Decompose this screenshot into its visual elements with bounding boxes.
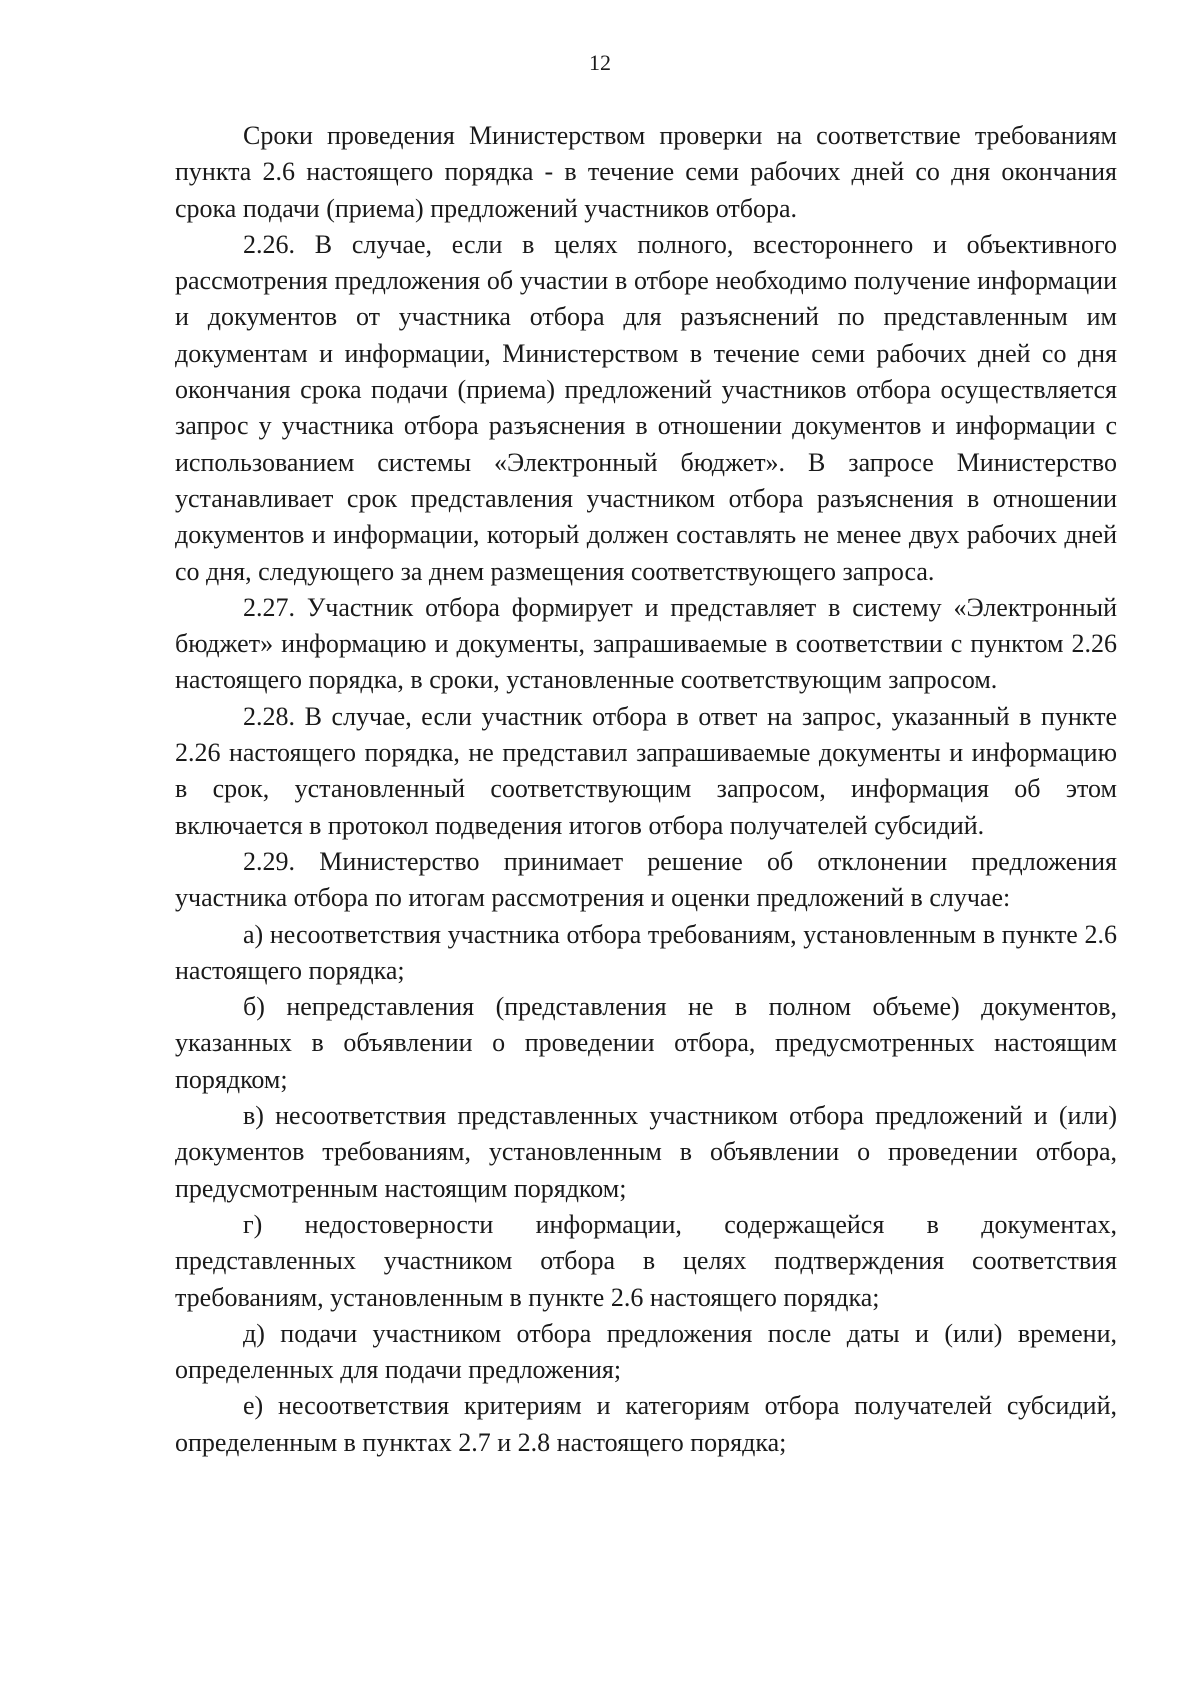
paragraph-2-26: 2.26. В случае, если в целях полного, всестороннего и объективного рассмотрения предложения об участии в отборе необходимо получение информации и документов от участника отбора для разъяснений по представленным им документам и информации, Министерством в течение семи рабочих дней со дня окончания срока подачи (приема) предложений участников отбора осуществляется запрос у участника отбора разъяснения в отношении документов и информации с использованием системы «Электронный бюджет». В запросе Министерство устанавливает срок представления участником отбора разъяснения в отношении документов и информации, который должен составлять не менее двух рабочих дней со дня, следующего за днем размещения соответствующего запроса. — [175, 229, 1117, 586]
list-item-a: а) несоответствия участника отбора требованиям, установленным в пункте 2.6 настоящего порядка; — [175, 919, 1117, 985]
list-item-d: д) подачи участником отбора предложения после даты и (или) времени, определенных для подачи предложения; — [175, 1318, 1117, 1385]
list-item-g: г) недостоверности информации, содержащейся в документах, представленных участником отбора в целях подтверждения соответствия требованиям, установленным в пункте 2.6 настоящего порядка; — [175, 1209, 1117, 1312]
document-body — [175, 118, 1117, 1461]
paragraph-2-29: 2.29. Министерство принимает решение об отклонении предложения участника отбора по итогам рассмотрения и оценки предложений в случае: — [175, 846, 1117, 913]
page-number: 12 — [589, 50, 611, 75]
paragraph-review-deadline: Сроки проведения Министерством проверки на соответствие требованиям пункта 2.6 настоящего порядка - в течение семи рабочих дней со дня окончания срока подачи (приема) предложений участников отбора. — [175, 121, 1117, 223]
list-item-v: в) несоответствия представленных участником отбора предложений и (или) документов требованиям, установленным в объявлении о проведении отбора, предусмотренным настоящим порядком; — [175, 1101, 1117, 1203]
paragraph-2-28: 2.28. В случае, если участник отбора в ответ на запрос, указанный в пункте 2.26 настоящего порядка, не представил запрашиваемые документы и информацию в срок, установленный соответствующим запросом, информация об этом включается в протокол подведения итогов отбора получателей субсидий. — [175, 701, 1117, 840]
list-item-e: е) несоответствия критериям и категориям отбора получателей субсидий, определенным в пунктах 2.7 и 2.8 настоящего порядка; — [175, 1391, 1117, 1457]
list-item-b: б) непредставления (представления не в полном объеме) документов, указанных в объявлении о проведении отбора, предусмотренных настоящим порядком; — [175, 992, 1117, 1094]
paragraph-2-27: 2.27. Участник отбора формирует и представляет в систему «Электронный бюджет» информацию и документы, запрашиваемые в соответствии с пунктом 2.26 настоящего порядка, в сроки, установленные соответствующим запросом. — [175, 592, 1117, 695]
